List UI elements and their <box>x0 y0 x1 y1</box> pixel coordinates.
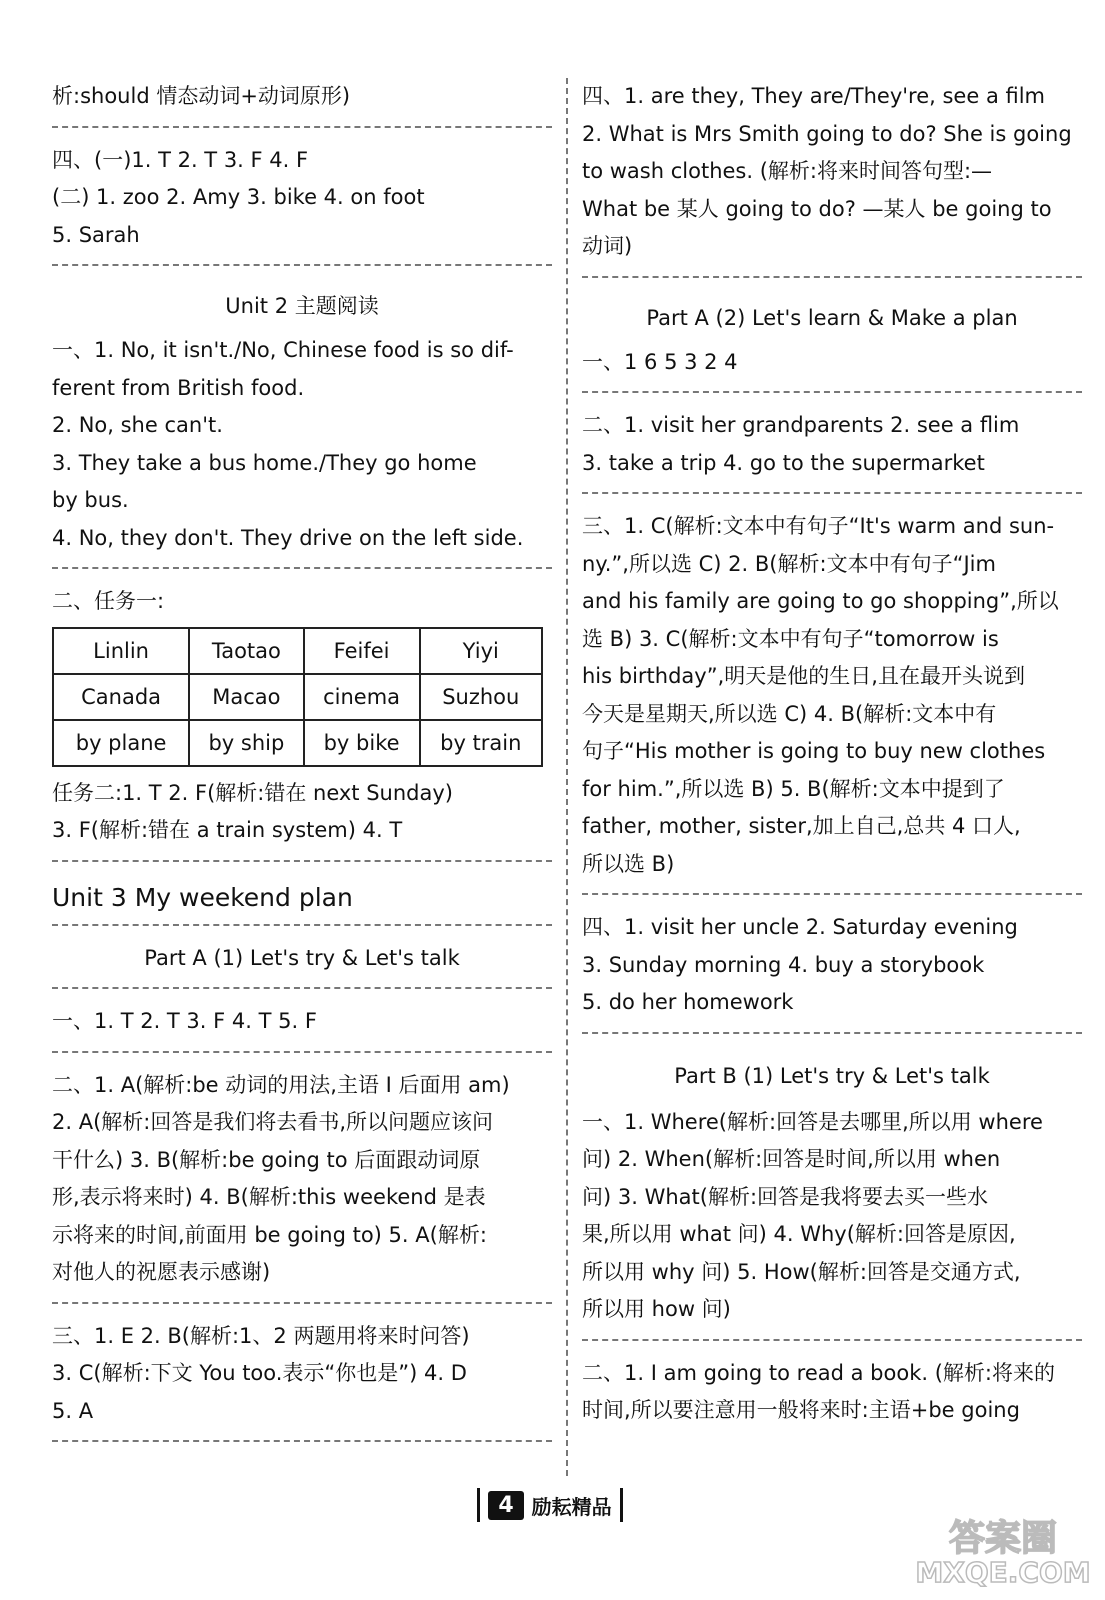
text-line: 3. F(解析:错在 a train system) 4. T <box>52 818 403 842</box>
text-line: 三、1. C(解析:文本中有句子“It's warm and sun- <box>582 514 1055 538</box>
dashed-divider <box>582 492 1082 494</box>
text-line: 干什么) 3. B(解析:be going to 后面跟动词原 <box>52 1147 481 1172</box>
dashed-divider <box>582 893 1082 895</box>
text-line: 二、1. visit her grandparents 2. see a flim <box>582 413 1020 437</box>
left-column <box>52 78 552 1456</box>
text-line: 示将来的时间,前面用 be going to) 5. A(解析: <box>52 1222 487 1247</box>
footer-bar-right <box>620 1488 623 1522</box>
watermark-logo <box>911 1510 1091 1590</box>
page-footer <box>440 1483 660 1527</box>
text-line: 一、1. Where(解析:回答是去哪里,所以用 where <box>582 1109 1043 1134</box>
text-line: 所以用 why 问) 5. How(解析:回答是交通方式, <box>582 1259 1021 1284</box>
text-line: 5. Sarah <box>52 222 140 247</box>
table-cell: Taotao <box>189 628 303 674</box>
text-line: 析:should 情态动词+动词原形) <box>52 84 351 108</box>
text-line: 3. Sunday morning 4. buy a storybook <box>582 952 985 977</box>
table-row <box>53 674 542 720</box>
text-line: his birthday”,明天是他的生日,且在最开头说到 <box>582 664 1025 688</box>
table-cell: by train <box>420 720 542 766</box>
text-line: 一、1. No, it isn't./No, Chinese food is so dif- <box>52 338 514 362</box>
text-line: to wash clothes. (解析:将来时间答句型:— <box>582 159 993 183</box>
right-block-3 <box>582 407 1082 482</box>
right-block-7 <box>582 1355 1082 1430</box>
dashed-divider <box>582 276 1082 278</box>
text-line: (二) 1. zoo 2. Amy 3. bike 4. on foot <box>52 185 425 209</box>
text-line: 句子“His mother is going to buy new clothes <box>582 739 1046 763</box>
left-block-5 <box>52 1003 552 1041</box>
text-line: 4. No, they don't. They drive on the left side. <box>52 525 524 550</box>
text-line: 二、1. I am going to read a book. (解析:将来的 <box>582 1360 1055 1385</box>
table-cell: Feifei <box>304 628 420 674</box>
dashed-divider <box>52 987 552 989</box>
text-line: 今天是星期天,所以选 C) 4. B(解析:文本中有 <box>582 701 997 726</box>
left-block-3 <box>52 332 552 557</box>
text-line: 二、任务一: <box>52 589 165 613</box>
unit3-title: Unit 3 My weekend plan <box>52 882 353 912</box>
text-line: ferent from British food. <box>52 375 305 400</box>
text-line: 选 B) 3. C(解析:文本中有句子“tomorrow is <box>582 626 999 651</box>
text-line: 5. A <box>52 1398 94 1423</box>
text-line: 2. No, she can't. <box>52 413 223 437</box>
watermark-text-cn: 答案圈 <box>948 1518 1058 1559</box>
partA2-title: Part A (2) Let's learn & Make a plan <box>646 305 1018 330</box>
text-line: 四、1. are they, They are/They're, see a film <box>582 84 1046 108</box>
table-cell: Suzhou <box>420 674 542 720</box>
dashed-divider <box>52 924 552 926</box>
dashed-divider <box>52 126 552 128</box>
text-line: 3. They take a bus home./They go home <box>52 450 477 475</box>
dashed-divider <box>582 1032 1082 1034</box>
table-row <box>53 628 542 674</box>
text-line: 动词) <box>582 234 633 258</box>
text-line: 三、1. E 2. B(解析:1、2 两题用将来时问答) <box>52 1323 470 1348</box>
text-line: 一、1 6 5 3 2 4 <box>582 349 738 374</box>
right-column <box>582 78 1082 1430</box>
text-line: 2. What is Mrs Smith going to do? She is going <box>582 121 1072 146</box>
dashed-divider <box>52 1051 552 1053</box>
text-line: 3. take a trip 4. go to the supermarket <box>582 450 985 475</box>
page-number: 4 <box>488 1491 523 1520</box>
footer-bar-left <box>477 1488 480 1522</box>
text-line: 问) 2. When(解析:回答是时间,所以用 when <box>582 1147 1001 1171</box>
text-line: and his family are going to go shopping”,所以 <box>582 589 1059 613</box>
right-block-6 <box>582 1104 1082 1329</box>
table-cell: Yiyi <box>420 628 542 674</box>
text-line: 时间,所以要注意用一般将来时:主语+be going <box>582 1398 1020 1422</box>
table-row <box>53 720 542 766</box>
text-line: for him.”,所以选 B) 5. B(解析:文本中提到了 <box>582 776 1005 801</box>
partA1-title: Part A (1) Let's try & Let's talk <box>144 945 460 970</box>
text-line: by bus. <box>52 488 129 512</box>
partB1-title: Part B (1) Let's try & Let's talk <box>674 1063 990 1088</box>
answer-table <box>52 627 543 767</box>
text-line: 3. C(解析:下文 You too.表示“你也是”) 4. D <box>52 1361 467 1385</box>
dashed-divider <box>582 1339 1082 1341</box>
table-cell: cinema <box>304 674 420 720</box>
text-line: 果,所以用 what 问) 4. Why(解析:回答是原因, <box>582 1222 1016 1246</box>
watermark-text-en: MXQE.COM <box>915 1556 1091 1589</box>
text-line: father, mother, sister,加上自己,总共 4 口人, <box>582 814 1021 838</box>
right-block-1 <box>582 78 1082 266</box>
dashed-divider <box>52 1302 552 1304</box>
left-block-7 <box>52 1318 552 1431</box>
table-cell: by ship <box>189 720 303 766</box>
text-line: 对他人的祝愿表示感谢) <box>52 1260 271 1284</box>
unit2-title: Unit 2 主题阅读 <box>225 294 379 318</box>
table-cell: by bike <box>304 720 420 766</box>
text-line: 所以选 B) <box>582 851 675 876</box>
left-block-1 <box>52 78 552 116</box>
text-line: 问) 3. What(解析:回答是我将要去买一些水 <box>582 1184 989 1209</box>
text-line: 5. do her homework <box>582 990 794 1014</box>
table-cell: Linlin <box>53 628 189 674</box>
brand-label: 励耘精品 <box>531 1494 612 1519</box>
table-cell: by plane <box>53 720 189 766</box>
left-block-6 <box>52 1067 552 1292</box>
dashed-divider <box>52 567 552 569</box>
text-line: 一、1. T 2. T 3. F 4. T 5. F <box>52 1009 317 1033</box>
dashed-divider <box>52 1440 552 1442</box>
right-block-4 <box>582 508 1082 883</box>
text-line: 二、1. A(解析:be 动词的用法,主语 I 后面用 am) <box>52 1072 510 1097</box>
right-block-2 <box>582 344 1082 382</box>
dashed-divider <box>52 264 552 266</box>
text-line: What be 某人 going to do? —某人 be going to <box>582 196 1052 221</box>
right-block-5 <box>582 909 1082 1022</box>
text-line: 所以用 how 问) <box>582 1297 731 1321</box>
left-block-4 <box>52 583 552 850</box>
table-cell: Macao <box>189 674 303 720</box>
text-line: 任务二:1. T 2. F(解析:错在 next Sunday) <box>52 780 453 805</box>
text-line: ny.”,所以选 C) 2. B(解析:文本中有句子“Jim <box>582 551 996 576</box>
text-line: 四、(一)1. T 2. T 3. F 4. F <box>52 147 309 172</box>
left-block-2 <box>52 142 552 255</box>
dashed-divider <box>52 860 552 862</box>
text-line: 形,表示将来时) 4. B(解析:this weekend 是表 <box>52 1185 486 1209</box>
table-cell: Canada <box>53 674 189 720</box>
text-line: 2. A(解析:回答是我们将去看书,所以问题应该问 <box>52 1110 494 1134</box>
text-line: 四、1. visit her uncle 2. Saturday evening <box>582 915 1018 939</box>
dashed-divider <box>582 391 1082 393</box>
column-divider <box>566 78 568 1476</box>
